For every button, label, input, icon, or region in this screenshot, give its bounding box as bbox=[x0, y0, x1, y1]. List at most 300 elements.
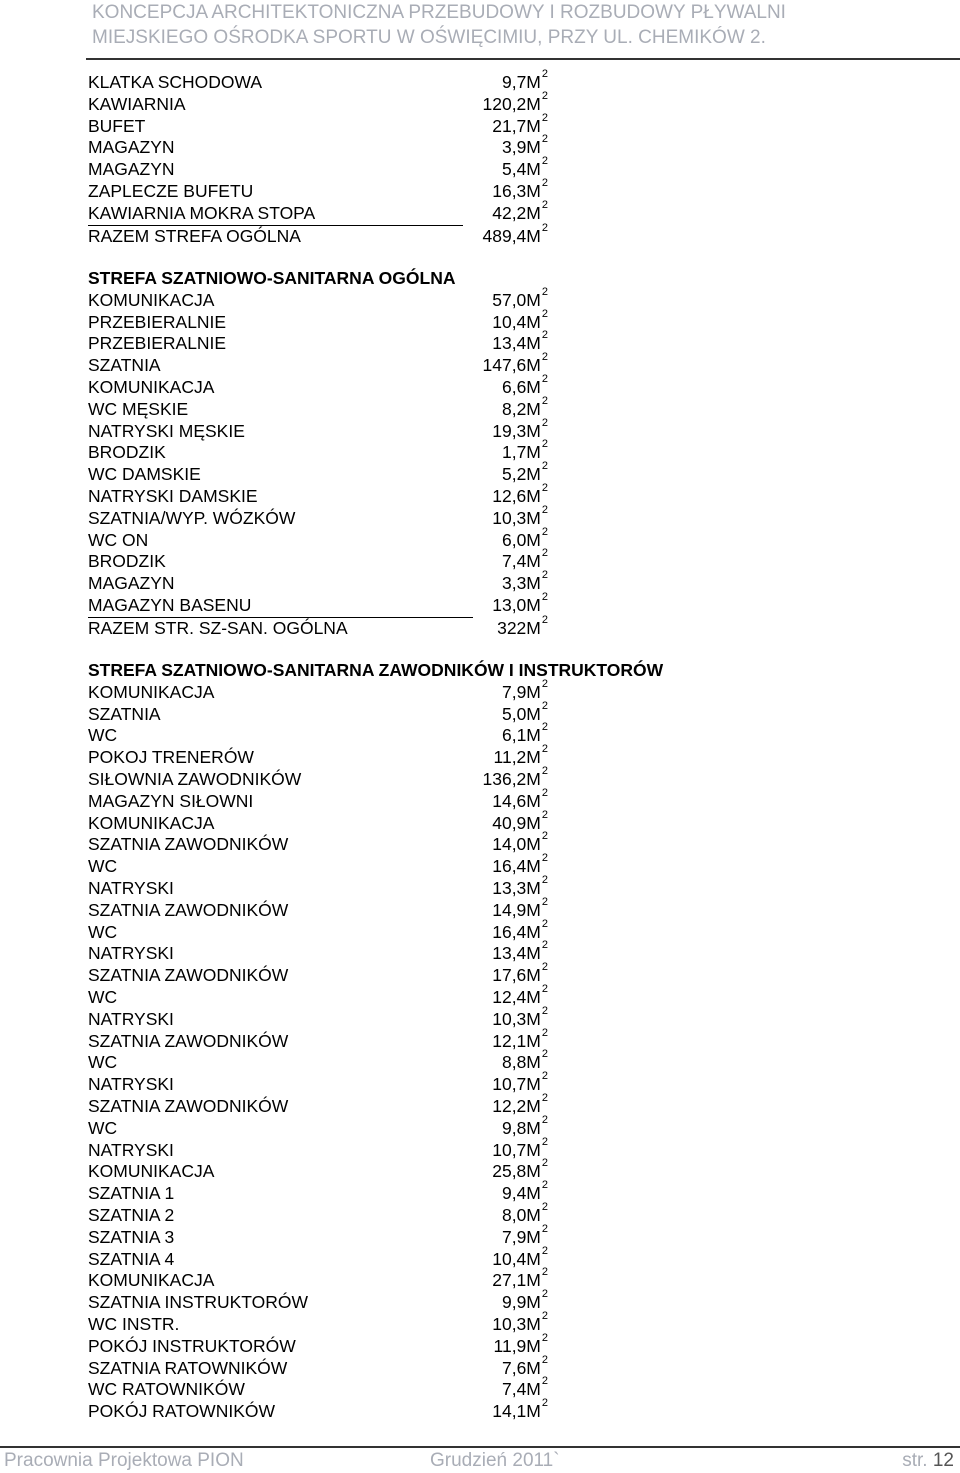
unit-exponent: 2 bbox=[541, 1266, 548, 1279]
area-row bbox=[88, 569, 548, 595]
footer-company: Pracownia Projektowa PION bbox=[4, 1450, 244, 1471]
area-number: 9,8M bbox=[501, 1117, 541, 1138]
area-value bbox=[88, 1244, 548, 1271]
area-row bbox=[88, 372, 548, 399]
unit-exponent: 2 bbox=[541, 852, 548, 865]
unit-exponent: 2 bbox=[541, 155, 548, 168]
unit-exponent: 2 bbox=[541, 939, 548, 952]
room-name: NATRYSKI bbox=[88, 1139, 174, 1160]
footer-page bbox=[902, 1450, 954, 1472]
unit-exponent: 2 bbox=[541, 1353, 548, 1366]
room-name: MAGAZYN bbox=[88, 573, 175, 594]
area-number: 16,3M bbox=[492, 180, 541, 201]
room-name: SZATNIA ZAWODNIKÓW bbox=[88, 1095, 289, 1116]
area-number: 7,9M bbox=[501, 681, 541, 702]
area-value bbox=[88, 547, 548, 573]
unit-exponent: 2 bbox=[541, 133, 548, 146]
unit-exponent: 2 bbox=[541, 699, 548, 712]
room-name: SZATNIA ZAWODNIKÓW bbox=[88, 965, 289, 986]
area-number: 27,1M bbox=[492, 1270, 541, 1291]
room-name: SZATNIA RATOWNIKÓW bbox=[88, 1357, 288, 1378]
area-row bbox=[88, 1309, 663, 1336]
area-value bbox=[88, 416, 548, 443]
area-number: 40,9M bbox=[492, 812, 541, 833]
area-number: 12,6M bbox=[492, 485, 541, 506]
unit-exponent: 2 bbox=[541, 1157, 548, 1170]
unit-exponent: 2 bbox=[541, 221, 548, 234]
unit-exponent: 2 bbox=[541, 416, 548, 429]
room-name: SZATNIA ZAWODNIKÓW bbox=[88, 899, 289, 920]
unit-exponent: 2 bbox=[541, 721, 548, 734]
unit-exponent: 2 bbox=[541, 394, 548, 407]
unit-exponent: 2 bbox=[541, 547, 548, 560]
area-value bbox=[88, 699, 548, 726]
area-row bbox=[88, 939, 663, 965]
area-number: 8,2M bbox=[501, 398, 541, 419]
area-number: 13,0M bbox=[492, 594, 541, 615]
area-value bbox=[88, 481, 548, 508]
room-name: KAWIARNIA MOKRA STOPA bbox=[88, 202, 316, 223]
area-value bbox=[88, 982, 548, 1009]
room-name: WC bbox=[88, 921, 118, 942]
unit-exponent: 2 bbox=[541, 590, 548, 603]
room-name: RAZEM STREFA OGÓLNA bbox=[88, 225, 301, 246]
area-value bbox=[88, 394, 548, 421]
unit-exponent: 2 bbox=[541, 1179, 548, 1192]
area-value bbox=[88, 1048, 548, 1074]
area-number: 322M bbox=[497, 617, 541, 638]
area-value bbox=[88, 873, 548, 900]
area-number: 17,6M bbox=[492, 965, 541, 986]
area-number: 7,4M bbox=[501, 551, 541, 572]
area-row bbox=[88, 961, 663, 987]
room-name: WC bbox=[88, 1052, 118, 1073]
area-number: 8,0M bbox=[501, 1204, 541, 1225]
room-name: PRZEBIERALNIE bbox=[88, 311, 227, 332]
unit-exponent: 2 bbox=[541, 1048, 548, 1061]
area-number: 10,7M bbox=[492, 1074, 541, 1095]
room-name: SZATNIA INSTRUKTORÓW bbox=[88, 1292, 309, 1313]
area-row bbox=[88, 1048, 663, 1074]
unit-exponent: 2 bbox=[541, 917, 548, 930]
area-row bbox=[88, 481, 548, 508]
area-number: 120,2M bbox=[482, 93, 541, 114]
area-row bbox=[88, 613, 548, 640]
area-value bbox=[88, 221, 548, 248]
area-row bbox=[88, 852, 663, 878]
area-number: 11,2M bbox=[493, 747, 541, 768]
area-number: 5,0M bbox=[501, 703, 541, 724]
area-number: 21,7M bbox=[492, 115, 541, 136]
area-number: 14,1M bbox=[492, 1401, 541, 1422]
area-row bbox=[88, 764, 663, 791]
footer-page-label: str. bbox=[902, 1450, 928, 1471]
area-value bbox=[88, 68, 548, 94]
unit-exponent: 2 bbox=[541, 786, 548, 799]
unit-exponent: 2 bbox=[541, 176, 548, 189]
room-name: SIŁOWNIA ZAWODNIKÓW bbox=[88, 768, 302, 789]
area-row bbox=[88, 590, 548, 618]
area-number: 10,3M bbox=[492, 507, 541, 528]
area-number: 13,4M bbox=[492, 943, 541, 964]
area-number: 57,0M bbox=[492, 289, 541, 310]
area-value bbox=[88, 155, 548, 181]
area-value bbox=[88, 503, 548, 530]
area-value bbox=[88, 438, 548, 464]
area-value bbox=[88, 1375, 548, 1401]
area-row bbox=[88, 1157, 663, 1183]
unit-exponent: 2 bbox=[541, 895, 548, 908]
section-locker-athletes bbox=[88, 660, 663, 1423]
room-name: WC MĘSKIE bbox=[88, 398, 189, 419]
room-name: WC bbox=[88, 986, 118, 1007]
area-row bbox=[88, 547, 548, 573]
unit-exponent: 2 bbox=[541, 68, 548, 80]
room-name: KLATKA SCHODOWA bbox=[88, 72, 263, 92]
area-value bbox=[88, 613, 548, 640]
area-row bbox=[88, 808, 663, 835]
area-number: 14,9M bbox=[492, 899, 541, 920]
area-value bbox=[88, 743, 548, 769]
room-name: KAWIARNIA bbox=[88, 93, 186, 114]
room-name: KOMUNIKACJA bbox=[88, 289, 215, 310]
area-row bbox=[88, 68, 548, 94]
unit-exponent: 2 bbox=[541, 873, 548, 886]
area-value bbox=[88, 1179, 548, 1205]
area-number: 1,7M bbox=[501, 442, 541, 463]
area-row bbox=[88, 830, 663, 856]
area-value bbox=[88, 198, 548, 225]
area-number: 10,4M bbox=[492, 311, 541, 332]
area-number: 147,6M bbox=[482, 355, 541, 376]
area-row bbox=[88, 1331, 663, 1358]
area-value bbox=[88, 764, 548, 791]
room-name: WC INSTR. bbox=[88, 1313, 180, 1334]
room-name: POKOJ TRENERÓW bbox=[88, 747, 254, 768]
area-number: 7,9M bbox=[501, 1226, 541, 1247]
area-row bbox=[88, 221, 548, 248]
area-number: 5,2M bbox=[501, 464, 541, 485]
room-name: BRODZIK bbox=[88, 442, 166, 463]
area-value bbox=[88, 89, 548, 116]
area-value bbox=[88, 1222, 548, 1249]
unit-exponent: 2 bbox=[541, 460, 548, 473]
area-row bbox=[88, 982, 663, 1009]
area-value bbox=[88, 1331, 548, 1358]
area-number: 10,4M bbox=[492, 1248, 541, 1269]
area-number: 9,4M bbox=[501, 1183, 541, 1204]
area-number: 489,4M bbox=[482, 225, 541, 246]
area-row bbox=[88, 133, 548, 159]
area-row bbox=[88, 1200, 663, 1227]
area-number: 6,1M bbox=[501, 725, 541, 746]
area-row bbox=[88, 873, 663, 900]
room-name: PRZEBIERALNIE bbox=[88, 333, 227, 354]
unit-exponent: 2 bbox=[541, 372, 548, 385]
area-row bbox=[88, 1353, 663, 1380]
area-row bbox=[88, 460, 548, 486]
area-row bbox=[88, 1397, 663, 1423]
room-name: KOMUNIKACJA bbox=[88, 1270, 215, 1291]
room-name: KOMUNIKACJA bbox=[88, 812, 215, 833]
unit-exponent: 2 bbox=[541, 1070, 548, 1083]
area-value bbox=[88, 1026, 548, 1053]
page-header bbox=[92, 0, 952, 50]
unit-exponent: 2 bbox=[541, 961, 548, 974]
unit-exponent: 2 bbox=[541, 982, 548, 995]
area-number: 19,3M bbox=[492, 420, 541, 441]
room-name: MAGAZYN bbox=[88, 137, 175, 158]
area-row bbox=[88, 416, 548, 443]
area-number: 13,4M bbox=[492, 333, 541, 354]
room-name: SZATNIA 2 bbox=[88, 1204, 175, 1225]
area-number: 12,2M bbox=[492, 1095, 541, 1116]
unit-exponent: 2 bbox=[541, 743, 548, 756]
footer-divider bbox=[0, 1446, 960, 1448]
room-name: KOMUNIKACJA bbox=[88, 681, 215, 702]
area-value bbox=[88, 285, 548, 312]
area-value bbox=[88, 895, 548, 922]
room-name: SZATNIA 4 bbox=[88, 1248, 175, 1269]
unit-exponent: 2 bbox=[541, 1397, 548, 1410]
room-name: NATRYSKI MĘSKIE bbox=[88, 420, 245, 441]
area-value bbox=[88, 830, 548, 856]
room-name: BRODZIK bbox=[88, 551, 166, 572]
area-number: 16,4M bbox=[492, 856, 541, 877]
room-name: KOMUNIKACJA bbox=[88, 376, 215, 397]
section-locker-general bbox=[88, 268, 548, 640]
area-value bbox=[88, 329, 548, 355]
unit-exponent: 2 bbox=[541, 1135, 548, 1148]
room-name: SZATNIA ZAWODNIKÓW bbox=[88, 1030, 289, 1051]
area-row bbox=[88, 438, 548, 464]
area-value bbox=[88, 176, 548, 203]
header-line-2: MIEJSKIEGO OŚRODKA SPORTU W OŚWIĘCIMIU, PRZY UL. CHEMIKÓW 2. bbox=[92, 27, 766, 48]
room-name: MAGAZYN bbox=[88, 159, 175, 180]
section-general bbox=[88, 68, 548, 247]
area-number: 9,9M bbox=[501, 1292, 541, 1313]
area-number: 42,2M bbox=[492, 202, 541, 223]
room-name: SZATNIA bbox=[88, 703, 161, 724]
unit-exponent: 2 bbox=[541, 1026, 548, 1039]
unit-exponent: 2 bbox=[541, 285, 548, 298]
unit-exponent: 2 bbox=[541, 830, 548, 843]
area-row bbox=[88, 786, 663, 813]
section-title: STREFA SZATNIOWO-SANITARNA OGÓLNA bbox=[88, 268, 456, 288]
area-number: 6,0M bbox=[501, 529, 541, 550]
area-value bbox=[88, 721, 548, 747]
unit-exponent: 2 bbox=[541, 569, 548, 582]
area-row bbox=[88, 111, 548, 138]
area-number: 10,3M bbox=[492, 1008, 541, 1029]
area-row bbox=[88, 1222, 663, 1249]
unit-exponent: 2 bbox=[541, 1331, 548, 1344]
area-number: 3,9M bbox=[501, 137, 541, 158]
unit-exponent: 2 bbox=[541, 1309, 548, 1322]
room-name: BUFET bbox=[88, 115, 146, 136]
room-name: NATRYSKI bbox=[88, 1008, 174, 1029]
room-name: WC bbox=[88, 856, 118, 877]
area-row bbox=[88, 1070, 663, 1096]
room-name: RAZEM STR. SZ-SAN. OGÓLNA bbox=[88, 617, 348, 638]
area-value bbox=[88, 1266, 548, 1292]
area-number: 5,4M bbox=[501, 159, 541, 180]
area-value bbox=[88, 677, 548, 704]
area-value bbox=[88, 1091, 548, 1118]
room-name: SZATNIA 1 bbox=[88, 1183, 175, 1204]
area-row bbox=[88, 329, 548, 355]
area-value bbox=[88, 961, 548, 987]
area-number: 12,4M bbox=[492, 986, 541, 1007]
room-name: WC bbox=[88, 1117, 118, 1138]
area-row bbox=[88, 89, 548, 116]
area-value bbox=[88, 1070, 548, 1096]
unit-exponent: 2 bbox=[541, 1200, 548, 1213]
area-value bbox=[88, 372, 548, 399]
area-value bbox=[88, 1113, 548, 1140]
area-value bbox=[88, 1004, 548, 1031]
room-name: WC bbox=[88, 725, 118, 746]
unit-exponent: 2 bbox=[541, 111, 548, 124]
area-value bbox=[88, 852, 548, 878]
room-name: WC ON bbox=[88, 529, 149, 550]
unit-exponent: 2 bbox=[541, 808, 548, 821]
unit-exponent: 2 bbox=[541, 438, 548, 451]
unit-exponent: 2 bbox=[541, 1091, 548, 1104]
room-name: NATRYSKI bbox=[88, 877, 174, 898]
area-number: 10,7M bbox=[492, 1139, 541, 1160]
unit-exponent: 2 bbox=[541, 351, 548, 364]
area-row bbox=[88, 1266, 663, 1292]
area-number: 3,3M bbox=[501, 573, 541, 594]
room-name: POKÓJ INSTRUKTORÓW bbox=[88, 1335, 296, 1356]
area-row bbox=[88, 1091, 663, 1118]
area-row bbox=[88, 525, 548, 552]
area-number: 8,8M bbox=[501, 1052, 541, 1073]
area-row bbox=[88, 699, 663, 726]
area-row bbox=[88, 895, 663, 922]
unit-exponent: 2 bbox=[541, 764, 548, 777]
section-title: STREFA SZATNIOWO-SANITARNA ZAWODNIKÓW I INSTRUKTORÓW bbox=[88, 660, 664, 680]
area-number: 7,6M bbox=[501, 1357, 541, 1378]
area-row bbox=[88, 285, 548, 312]
footer-date: Grudzień 2011` bbox=[430, 1450, 560, 1471]
area-value bbox=[88, 525, 548, 552]
area-value bbox=[88, 808, 548, 835]
unit-exponent: 2 bbox=[541, 1375, 548, 1388]
room-name: MAGAZYN SIŁOWNI bbox=[88, 790, 254, 811]
area-row bbox=[88, 198, 548, 226]
area-row bbox=[88, 176, 548, 203]
room-name: SZATNIA ZAWODNIKÓW bbox=[88, 834, 289, 855]
area-row bbox=[88, 1113, 663, 1140]
unit-exponent: 2 bbox=[541, 525, 548, 538]
unit-exponent: 2 bbox=[541, 329, 548, 342]
area-row bbox=[88, 503, 548, 530]
room-name: WC RATOWNIKÓW bbox=[88, 1379, 245, 1400]
area-value bbox=[88, 133, 548, 159]
unit-exponent: 2 bbox=[541, 1288, 548, 1301]
unit-exponent: 2 bbox=[541, 677, 548, 690]
area-value bbox=[88, 1309, 548, 1336]
unit-exponent: 2 bbox=[541, 481, 548, 494]
area-number: 11,9M bbox=[493, 1335, 541, 1356]
area-row bbox=[88, 743, 663, 769]
area-value bbox=[88, 939, 548, 965]
area-row bbox=[88, 1288, 663, 1314]
room-name: SZATNIA/WYP. WÓZKÓW bbox=[88, 507, 296, 528]
area-row bbox=[88, 1026, 663, 1053]
area-value bbox=[88, 786, 548, 813]
unit-exponent: 2 bbox=[541, 613, 548, 626]
header-divider bbox=[86, 58, 960, 60]
area-row bbox=[88, 155, 548, 181]
area-row bbox=[88, 677, 663, 704]
unit-exponent: 2 bbox=[541, 1113, 548, 1126]
room-name: NATRYSKI bbox=[88, 943, 174, 964]
area-value bbox=[88, 1135, 548, 1162]
area-number: 10,3M bbox=[492, 1313, 541, 1334]
area-number: 13,3M bbox=[492, 877, 541, 898]
unit-exponent: 2 bbox=[541, 1244, 548, 1257]
area-row bbox=[88, 1135, 663, 1162]
area-row bbox=[88, 917, 663, 944]
area-row bbox=[88, 394, 548, 421]
area-value bbox=[88, 569, 548, 595]
area-value bbox=[88, 1288, 548, 1314]
area-number: 16,4M bbox=[492, 921, 541, 942]
unit-exponent: 2 bbox=[541, 198, 548, 211]
area-value bbox=[88, 1200, 548, 1227]
room-name: MAGAZYN BASENU bbox=[88, 594, 252, 615]
area-row bbox=[88, 1004, 663, 1031]
area-number: 9,7M bbox=[501, 72, 541, 92]
unit-exponent: 2 bbox=[541, 307, 548, 320]
area-row bbox=[88, 1244, 663, 1271]
room-name: SZATNIA bbox=[88, 355, 161, 376]
unit-exponent: 2 bbox=[541, 503, 548, 516]
room-name: ZAPLECZE BUFETU bbox=[88, 180, 254, 201]
area-value bbox=[88, 1397, 548, 1423]
area-number: 14,6M bbox=[492, 790, 541, 811]
area-row bbox=[88, 1179, 663, 1205]
area-row bbox=[88, 351, 548, 377]
area-number: 12,1M bbox=[492, 1030, 541, 1051]
area-value bbox=[88, 460, 548, 486]
area-value bbox=[88, 590, 548, 617]
area-number: 6,6M bbox=[501, 376, 541, 397]
area-value bbox=[88, 111, 548, 138]
room-name: NATRYSKI bbox=[88, 1074, 174, 1095]
area-row bbox=[88, 307, 548, 334]
area-value bbox=[88, 307, 548, 334]
room-name: KOMUNIKACJA bbox=[88, 1161, 215, 1182]
area-number: 25,8M bbox=[492, 1161, 541, 1182]
header-line-1: KONCEPCJA ARCHITEKTONICZNA PRZEBUDOWY I ROZBUDOWY PŁYWALNI bbox=[92, 2, 786, 23]
footer-page-number: 12 bbox=[932, 1450, 954, 1471]
unit-exponent: 2 bbox=[541, 1222, 548, 1235]
area-value bbox=[88, 917, 548, 944]
area-value bbox=[88, 1353, 548, 1380]
room-name: NATRYSKI DAMSKIE bbox=[88, 485, 258, 506]
area-number: 14,0M bbox=[492, 834, 541, 855]
room-name: WC DAMSKIE bbox=[88, 464, 201, 485]
area-number: 136,2M bbox=[482, 768, 541, 789]
area-value bbox=[88, 1157, 548, 1183]
area-row bbox=[88, 1375, 663, 1401]
unit-exponent: 2 bbox=[541, 89, 548, 102]
area-row bbox=[88, 721, 663, 747]
